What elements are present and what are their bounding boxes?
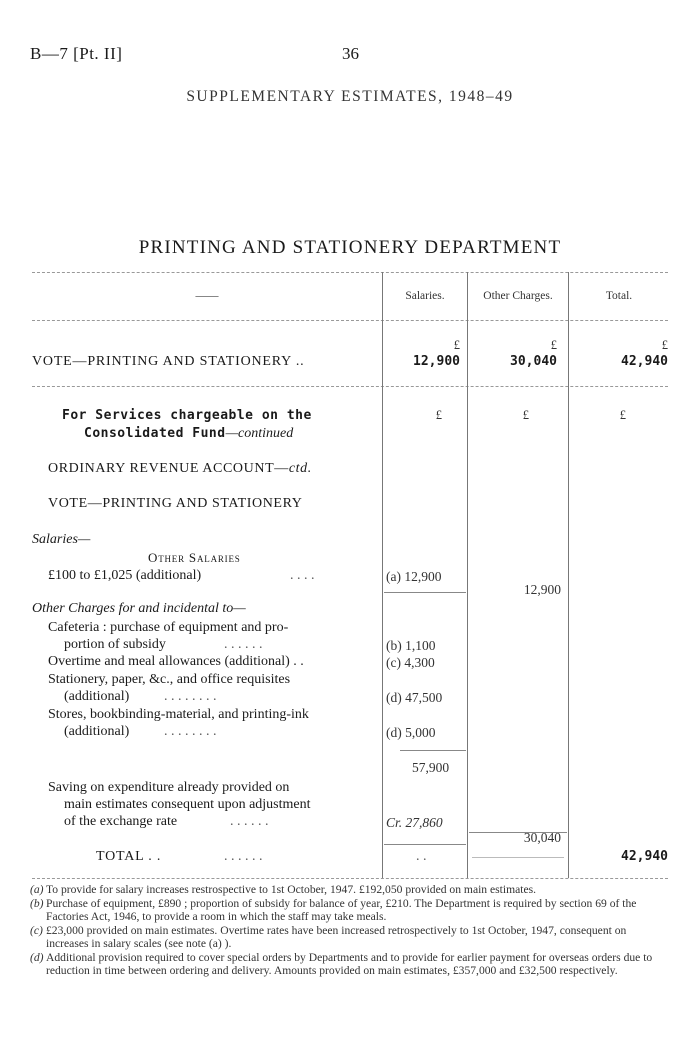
summary-label: VOTE—PRINTING AND STATIONERY .. — [32, 354, 305, 369]
footnote-key: (a) — [30, 883, 44, 896]
footnote-a — [30, 883, 670, 896]
salary-subtotal: 12,900 — [523, 582, 561, 597]
overtime-amount: (c) 4,300 — [386, 655, 435, 670]
footnote-rule — [32, 878, 668, 879]
salary-item-amount: (a) 12,900 — [386, 569, 442, 584]
account-heading — [48, 461, 312, 477]
footnote-text: Additional provision required to cover special orders by Departments and to provide for earlier payment for overseas orders due to reduction in time between ordering and delivery. Amounts provided on main estimates, £357,000 and £32,500 respectively. — [46, 951, 653, 977]
total-label: TOTAL . . — [96, 849, 162, 864]
stationery-line1: Stationery, paper, &c., and office requisites — [48, 672, 291, 687]
col-header-description: —— — [195, 290, 219, 302]
saving-amount: Cr. 27,860 — [386, 815, 443, 830]
cafeteria-amount: (b) 1,100 — [386, 638, 436, 653]
detail-salaries-currency: £ — [435, 408, 442, 422]
footnote-b — [30, 897, 670, 923]
salaries-heading: Salaries— — [32, 532, 91, 547]
footnote-key: (c) — [30, 924, 43, 937]
col-header-other-charges: Other Charges. — [483, 290, 553, 302]
stores-amount: (d) 5,000 — [386, 725, 436, 740]
running-head: SUPPLEMENTARY ESTIMATES, 1948–49 — [186, 88, 514, 105]
charges-subtotal: 57,900 — [412, 760, 450, 775]
cafeteria-line1: Cafeteria : purchase of equipment and pro- — [48, 620, 289, 635]
col-header-salaries: Salaries. — [405, 290, 445, 302]
other-salaries-heading: Other Salaries — [148, 550, 241, 565]
header-bottom-rule — [32, 320, 668, 321]
total-top-rule — [384, 844, 466, 845]
col-divider-1 — [382, 272, 383, 878]
services-heading-line2 — [84, 426, 293, 442]
document-reference: B—7 [Pt. II] — [30, 44, 123, 63]
detail-other-currency: £ — [522, 408, 529, 422]
col-divider-2 — [467, 272, 468, 878]
total-leader: . . . . . . — [224, 849, 263, 864]
cafeteria-leader: . . . . . . — [224, 637, 263, 652]
stores-leader: . . . . . . . . — [164, 724, 217, 739]
page-number: 36 — [342, 44, 359, 63]
cafeteria-line2: portion of subsidy — [64, 637, 166, 652]
services-heading-line1: For Services chargeable on the — [62, 408, 312, 423]
stores-line1: Stores, bookbinding-material, and printing-ink — [48, 707, 309, 722]
total-salaries-leader: . . — [416, 849, 427, 864]
salary-rule — [384, 592, 466, 593]
stationery-line2: (additional) — [64, 689, 130, 704]
saving-leader: . . . . . . — [230, 814, 269, 829]
other-charges-heading: Other Charges for and incidental to— — [32, 601, 246, 616]
summary-other-currency: £ — [550, 338, 557, 352]
vote-heading: VOTE—PRINTING AND STATIONERY — [48, 496, 303, 511]
summary-salaries-currency: £ — [453, 338, 460, 352]
other-charges-total: 30,040 — [523, 830, 561, 845]
footnote-text: £23,000 provided on main estimates. Overtime rates have been increased retrospectively to 1st October, 1947, consequent on increases in salary scales (see note (a) ). — [46, 924, 627, 950]
saving-line3: of the exchange rate — [64, 814, 178, 829]
footnote-c — [30, 924, 670, 950]
footnote-text: To provide for salary increases restrospective to 1st October, 1947. £192,050 provided on main estimates. — [46, 883, 537, 896]
summary-total-value: 42,940 — [621, 354, 668, 369]
salary-item-leader: . . . . — [290, 568, 315, 583]
summary-bottom-rule — [32, 386, 668, 387]
col-divider-3 — [568, 272, 569, 878]
saving-line2: main estimates consequent upon adjustment — [64, 797, 311, 812]
footnote-text: Purchase of equipment, £890 ; proportion of subsidy for balance of year, £210. The Department is required by section 69 of the Factories Act, 1946, to provide a room in which the staff may take meals. — [46, 897, 637, 923]
table-top-rule — [32, 272, 668, 273]
grand-total: 42,940 — [621, 849, 668, 864]
stationery-leader: . . . . . . . . — [164, 689, 217, 704]
footnotes — [30, 883, 670, 978]
overtime-label: Overtime and meal allowances (additional) . . — [48, 654, 304, 669]
col-header-total: Total. — [605, 290, 633, 302]
account-label: ORDINARY REVENUE ACCOUNT— — [48, 461, 289, 476]
summary-other-value: 30,040 — [510, 354, 557, 369]
footnote-key: (b) — [30, 897, 44, 910]
services-continued: —continued — [225, 426, 294, 441]
account-ctd: ctd. — [288, 461, 312, 476]
summary-salaries-value: 12,900 — [413, 354, 460, 369]
department-title: PRINTING AND STATIONERY DEPARTMENT — [138, 237, 562, 258]
charges-rule — [400, 750, 466, 751]
footnote-key: (d) — [30, 951, 44, 964]
summary-total-currency: £ — [661, 338, 668, 352]
saving-line1: Saving on expenditure already provided on — [48, 780, 290, 795]
detail-total-currency: £ — [619, 408, 626, 422]
total-other-rule — [472, 857, 564, 858]
stationery-amount: (d) 47,500 — [386, 690, 443, 705]
stores-line2: (additional) — [64, 724, 130, 739]
services-fund: Consolidated Fund — [84, 426, 226, 441]
salary-item-label: £100 to £1,025 (additional) — [48, 568, 202, 583]
footnote-d — [30, 951, 670, 977]
